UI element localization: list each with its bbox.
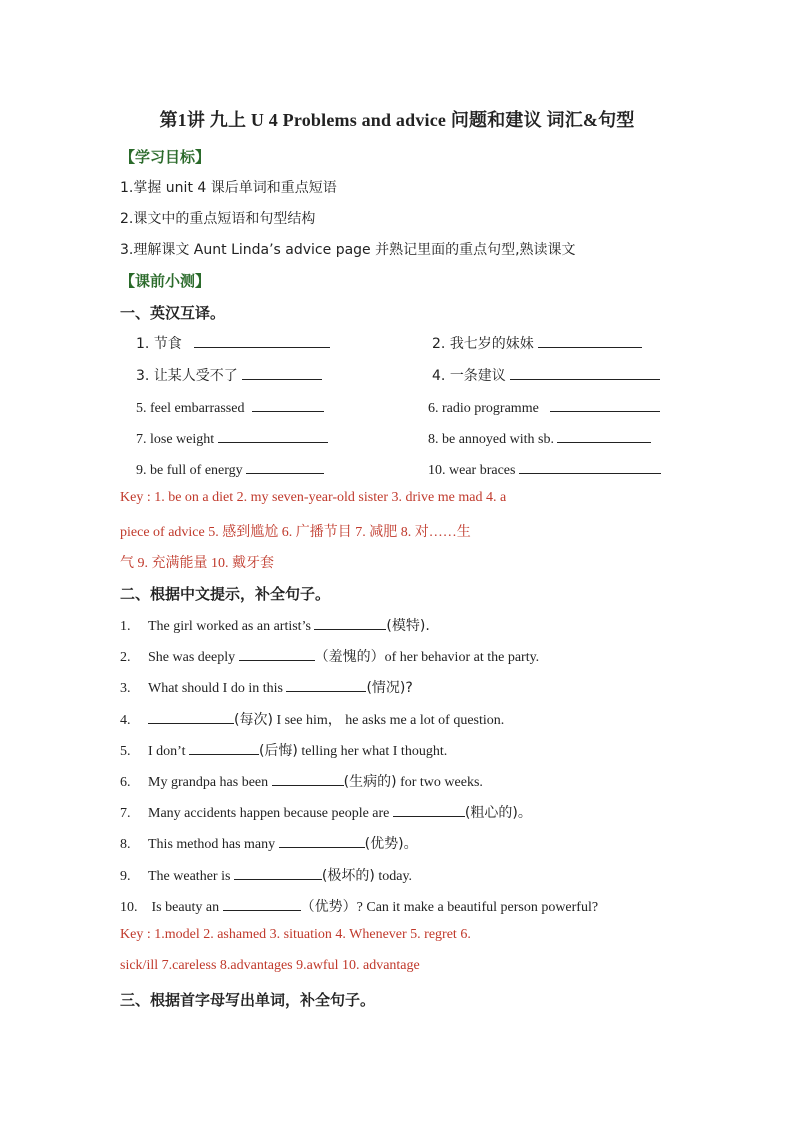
translation-item: 9. be full of energy	[136, 459, 324, 479]
answer-blank[interactable]	[239, 646, 315, 661]
pretest-heading: 【课前小测】	[120, 274, 211, 290]
translation-item: 2. 我七岁的妹妹	[432, 333, 642, 353]
part3-heading: 三、根据首字母写出单词，补全句子。	[120, 993, 376, 1009]
answer-blank[interactable]	[223, 896, 301, 911]
translation-item: 4. 一条建议	[432, 365, 660, 385]
answer-blank[interactable]	[148, 709, 234, 724]
answer-blank[interactable]	[314, 615, 386, 630]
sentence-item: 9. The weather is (极坏的) today.	[120, 865, 412, 885]
translation-item: 1. 节食	[136, 333, 330, 353]
translation-item: 8. be annoyed with sb.	[428, 428, 651, 448]
answer-blank[interactable]	[519, 459, 661, 474]
answer-blank[interactable]	[510, 365, 660, 380]
answer-blank[interactable]	[272, 771, 344, 786]
answer-key-line: 气 9. 充满能量 10. 戴牙套	[120, 556, 274, 571]
goal-item: 3.理解课文 Aunt Linda’s advice page 并熟记里面的重点句型,熟读课文	[120, 242, 576, 258]
sentence-item: 8. This method has many (优势)。	[120, 833, 418, 853]
answer-blank[interactable]	[194, 333, 330, 348]
sentence-item: 2. She was deeply （羞愧的）of her behavior at the party.	[120, 646, 539, 666]
translation-item: 10. wear braces	[428, 459, 661, 479]
page-title: 第1讲 九上 U 4 Problems and advice 问题和建议 词汇&句型	[159, 110, 635, 130]
translation-item: 7. lose weight	[136, 428, 328, 448]
translation-item: 3. 让某人受不了	[136, 365, 322, 385]
answer-blank[interactable]	[246, 459, 324, 474]
sentence-item: 6. My grandpa has been (生病的) for two weeks.	[120, 771, 483, 791]
answer-blank[interactable]	[234, 865, 322, 880]
answer-blank[interactable]	[279, 833, 365, 848]
sentence-item: 4. (每次) I see him， he asks me a lot of question.	[120, 709, 504, 729]
answer-key-line: sick/ill 7.careless 8.advantages 9.awful 10. advantage	[120, 958, 420, 973]
sentence-item: 1. The girl worked as an artist’s (模特).	[120, 615, 430, 635]
goal-item: 2.课文中的重点短语和句型结构	[120, 211, 316, 227]
answer-key-line: Key : 1. be on a diet 2. my seven-year-old sister 3. drive me mad 4. a	[120, 490, 507, 505]
answer-blank[interactable]	[252, 397, 324, 412]
part1-heading: 一、英汉互译。	[120, 306, 226, 322]
learning-goals-heading: 【学习目标】	[120, 150, 211, 166]
sentence-item: 5. I don’t (后悔) telling her what I thought.	[120, 740, 447, 760]
answer-blank[interactable]	[557, 428, 651, 443]
part2-heading: 二、根据中文提示，补全句子。	[120, 587, 331, 603]
answer-key-line: piece of advice 5. 感到尴尬 6. 广播节目 7. 减肥 8. 对……生	[120, 525, 471, 540]
translation-item: 6. radio programme	[428, 397, 660, 417]
answer-blank[interactable]	[538, 333, 642, 348]
sentence-item: 10. Is beauty an （优势）? Can it make a beautiful person powerful?	[120, 896, 598, 916]
answer-blank[interactable]	[550, 397, 660, 412]
answer-key-line: Key : 1.model 2. ashamed 3. situation 4. Whenever 5. regret 6.	[120, 927, 471, 942]
translation-item: 5. feel embarrassed	[136, 397, 324, 417]
answer-blank[interactable]	[218, 428, 328, 443]
answer-blank[interactable]	[393, 802, 465, 817]
answer-blank[interactable]	[189, 740, 259, 755]
answer-blank[interactable]	[242, 365, 322, 380]
answer-blank[interactable]	[286, 677, 366, 692]
goal-item: 1.掌握 unit 4 课后单词和重点短语	[120, 180, 337, 196]
sentence-item: 3. What should I do in this (情况)?	[120, 677, 413, 697]
sentence-item: 7. Many accidents happen because people are (粗心的)。	[120, 802, 532, 822]
